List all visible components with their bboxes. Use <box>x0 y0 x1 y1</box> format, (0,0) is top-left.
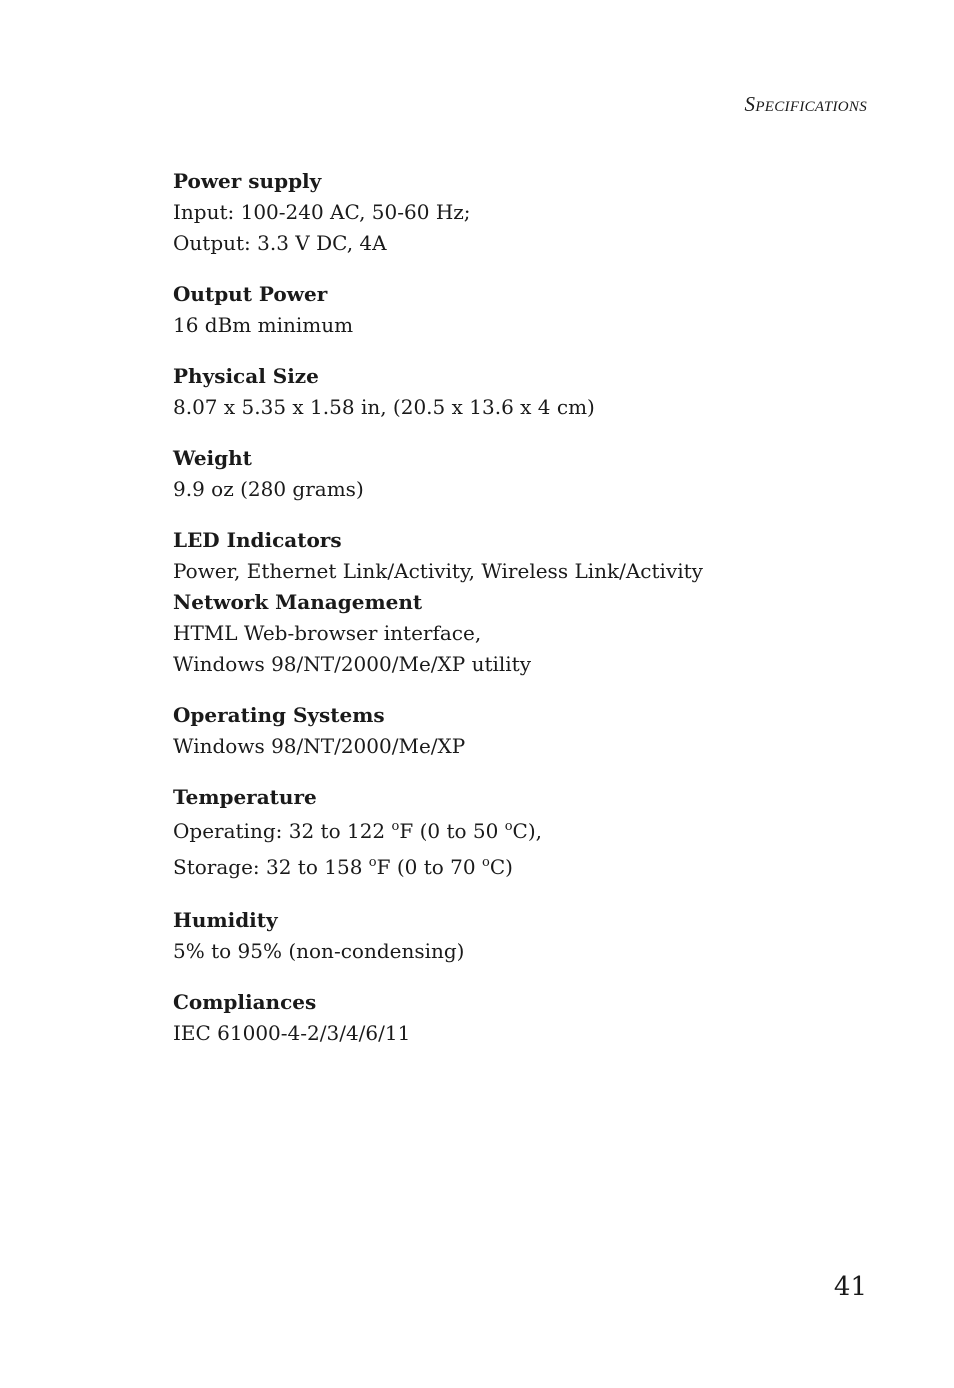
spec-title: Temperature <box>173 785 317 809</box>
degree-mark: o <box>368 855 377 870</box>
spec-value: 16 dBm minimum <box>173 313 354 337</box>
spec-value: HTML Web-browser interface, <box>173 621 482 645</box>
spec-value-operating: Operating: 32 to 122 $^o$F (0 to 50 $^o$C), <box>173 819 543 843</box>
spec-list <box>173 166 873 1069</box>
running-head: Specifications <box>744 92 867 116</box>
spec-title: Humidity <box>173 908 278 932</box>
spec-title: Compliances <box>173 990 317 1014</box>
spec-power-supply <box>173 166 873 259</box>
degree-mark: o <box>481 855 490 870</box>
spec-title: Network Management <box>173 590 423 614</box>
spec-value: 5% to 95% (non-condensing) <box>173 939 465 963</box>
spec-title: Output Power <box>173 282 328 306</box>
spec-compliances <box>173 987 873 1049</box>
spec-value: 9.9 oz (280 grams) <box>173 477 364 501</box>
spec-title: LED Indicators <box>173 528 342 552</box>
spec-title: Physical Size <box>173 364 319 388</box>
spec-title: Operating Systems <box>173 703 385 727</box>
spec-value: Input: 100-240 AC, 50-60 Hz; <box>173 200 471 224</box>
spec-operating-systems <box>173 700 873 762</box>
spec-value: Windows 98/NT/2000/Me/XP <box>173 734 466 758</box>
spec-value-storage: Storage: 32 to 158 $^o$F (0 to 70 $^o$C) <box>173 855 513 879</box>
spec-physical-size <box>173 361 873 423</box>
degree-mark: o <box>504 819 513 834</box>
spec-value: Power, Ethernet Link/Activity, Wireless Link/Activity <box>173 559 703 583</box>
spec-value: 8.07 x 5.35 x 1.58 in, (20.5 x 13.6 x 4 cm) <box>173 395 595 419</box>
spec-led-indicators <box>173 525 873 587</box>
page-number: 41 <box>833 1272 867 1302</box>
spec-weight <box>173 443 873 505</box>
spec-title: Power supply <box>173 169 322 193</box>
spec-network-management <box>173 587 873 680</box>
spec-humidity <box>173 905 873 967</box>
spec-output-power <box>173 279 873 341</box>
spec-temperature <box>173 782 873 885</box>
degree-mark: o <box>391 819 400 834</box>
spec-value: Windows 98/NT/2000/Me/XP utility <box>173 652 532 676</box>
spec-value: Output: 3.3 V DC, 4A <box>173 231 387 255</box>
spec-value: IEC 61000-4-2/3/4/6/11 <box>173 1021 411 1045</box>
spec-title: Weight <box>173 446 252 470</box>
